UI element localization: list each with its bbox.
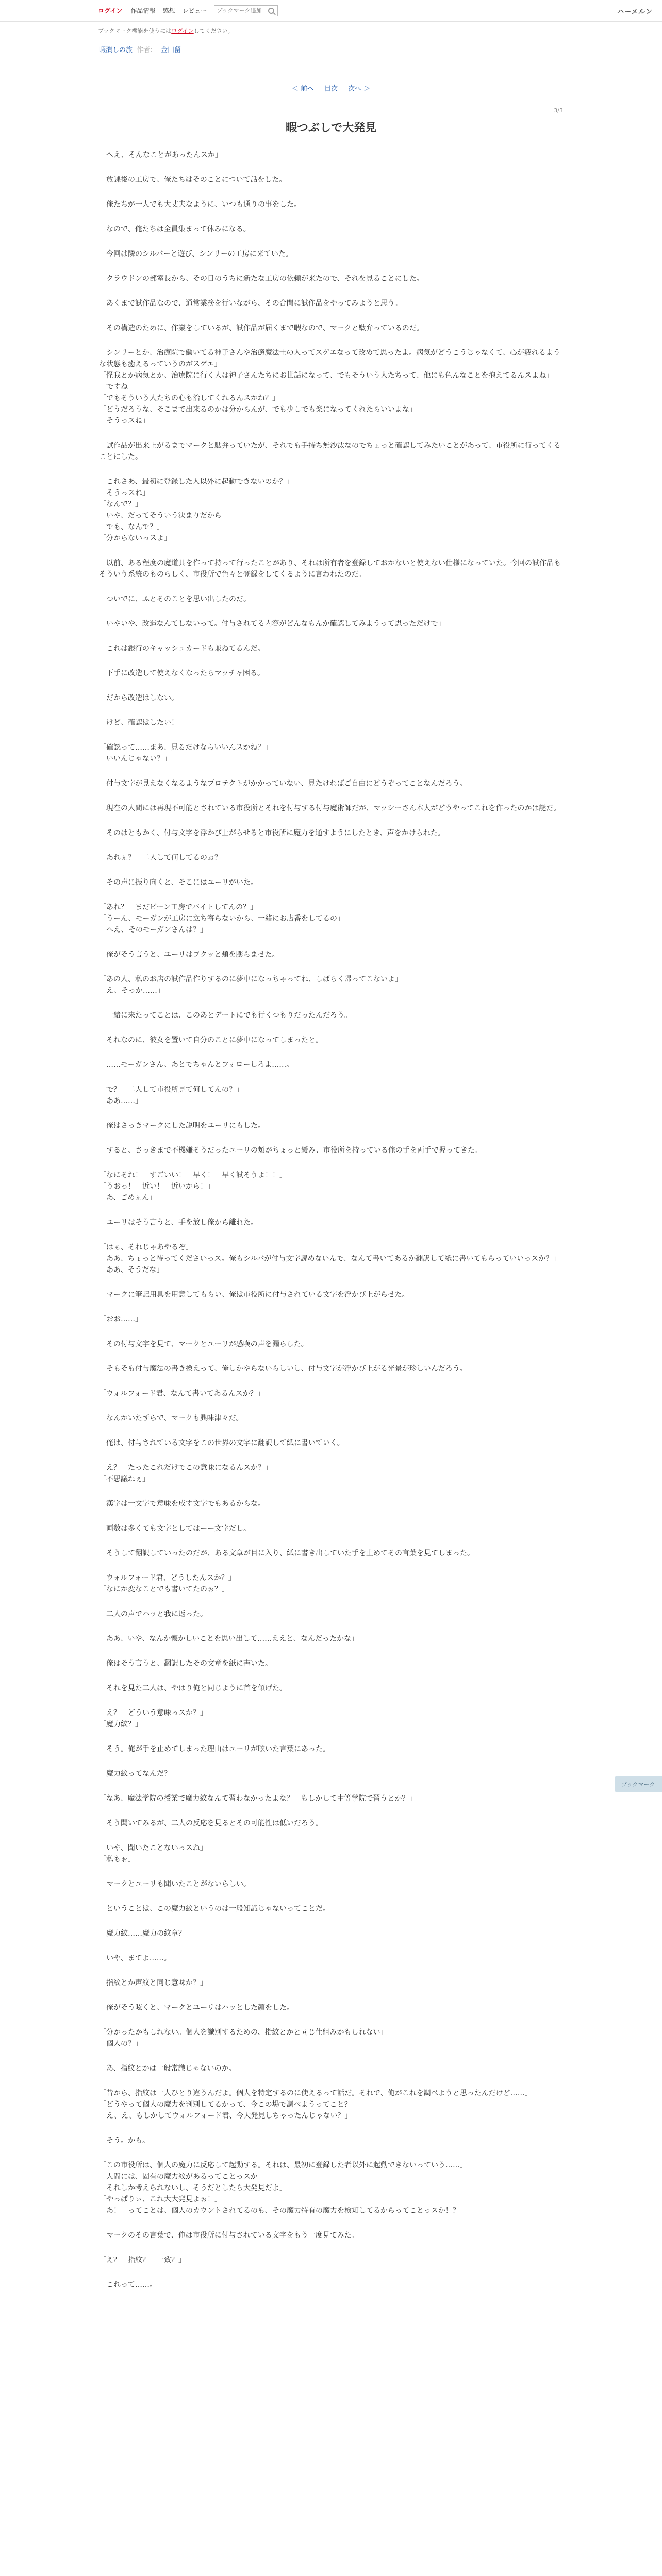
paragraph-line: 「おお……」 bbox=[99, 1315, 142, 1324]
paragraph-line: 俺がそう言うと、ユーリはプクッと頬を膨らませた。 bbox=[106, 951, 279, 959]
paragraph-line: 「ああ、ちょっと待ってくださいっス。俺もシルバが付与文字読めないんで、なんて書いてあるか翻訳して紙に書いてもらっていいっスか？」 bbox=[99, 1255, 560, 1263]
paragraph-line: 「あの人、私のお店の試作品作りするのに夢中になっちゃってね、しばらく帰ってこないよ」 bbox=[99, 975, 402, 984]
paragraph bbox=[99, 273, 563, 284]
paragraph bbox=[99, 2135, 563, 2146]
paragraph-line: 「私もぉ」 bbox=[99, 1855, 135, 1863]
paragraph bbox=[99, 1818, 563, 1829]
paragraph bbox=[99, 1953, 563, 1964]
paragraph-line: 「ウォルフォード君、なんて書いてあるんスか？」 bbox=[99, 1389, 264, 1398]
paragraph-line: 「え？ どういう意味っスか？」 bbox=[99, 1709, 207, 1717]
paragraph-line: だから改造はしない。 bbox=[106, 694, 178, 702]
paragraph bbox=[99, 1793, 563, 1804]
paragraph bbox=[99, 1928, 563, 1939]
paragraph-line: 「いや、だってそういう決まりだから」 bbox=[99, 512, 229, 520]
paragraph-line: 俺がそう呟くと、マークとユーリはハッとした顔をした。 bbox=[106, 2004, 294, 2012]
paragraph-line: ついでに、ふとそのことを思い出したのだ。 bbox=[106, 595, 251, 603]
paragraph-line: 画数は多くても文字としてはーー文字だし。 bbox=[106, 1524, 251, 1533]
paragraph-line: 「分からないっスよ」 bbox=[99, 534, 171, 543]
paragraph bbox=[99, 1707, 563, 1730]
paragraph bbox=[99, 877, 563, 888]
paragraph bbox=[99, 742, 563, 765]
paragraph bbox=[99, 2160, 563, 2216]
paragraph bbox=[99, 1498, 563, 1510]
paragraph bbox=[99, 476, 563, 544]
paragraph bbox=[99, 1462, 563, 1485]
paragraph bbox=[99, 1903, 563, 1914]
paragraph-line: 「あ、ごめぇん」 bbox=[99, 1194, 157, 1202]
nav-work-info[interactable]: 作品情報 bbox=[130, 7, 156, 14]
paragraph bbox=[99, 1120, 563, 1131]
paragraph-line: クラウドンの部室長から、その日のうちに新たな工房の依頼が来たので、それを見ることにした。 bbox=[106, 275, 424, 283]
paragraph bbox=[99, 2230, 563, 2241]
paragraph bbox=[99, 1743, 563, 1755]
paragraph-line: 「はぁ、それじゃあやるぞ」 bbox=[99, 1243, 193, 1251]
paragraph bbox=[99, 1842, 563, 1865]
paragraph bbox=[99, 224, 563, 235]
paragraph-line: 「うおっ！ 近い！ 近いから！」 bbox=[99, 1182, 214, 1191]
paragraph bbox=[99, 1572, 563, 1595]
paragraph-line: 「分かったかもしれない。個人を識別するための、指紋とかと同じ仕組みかもしれない」 bbox=[99, 2028, 388, 2037]
episode-title: 暇つぶしで大発見 bbox=[285, 121, 376, 134]
paragraph bbox=[99, 1338, 563, 1350]
paragraph-line: 「え、そっか……」 bbox=[99, 987, 164, 995]
paragraph-line: あくまで試作品なので、通常業務を行いながら、その合間に試作品をやってみようと思う。 bbox=[106, 299, 402, 308]
table-of-contents-link[interactable]: 目次 bbox=[324, 85, 338, 93]
paragraph bbox=[99, 1977, 563, 1989]
paragraph bbox=[99, 668, 563, 679]
bookmark-side-button[interactable]: ブックマーク bbox=[615, 1776, 662, 1792]
paragraph bbox=[99, 594, 563, 605]
paragraph-line: 「魔力紋？」 bbox=[99, 1720, 142, 1728]
paragraph-line: マークのその言葉で、俺は市役所に付与されている文字をもう一度見てみた。 bbox=[106, 2231, 359, 2240]
paragraph-line: それを見た二人は、やはり俺と同じように首を傾げた。 bbox=[106, 1684, 287, 1692]
paragraph bbox=[99, 2088, 563, 2122]
paragraph-line: 「この市役所は、個人の魔力に反応して起動する。それは、最初に登録した者以外に起動できないっていう……」 bbox=[99, 2161, 467, 2170]
notice-login-link[interactable]: ログイン bbox=[171, 28, 194, 35]
paragraph-line: 「なにか変なことでも書いてたのぉ？」 bbox=[99, 1585, 229, 1594]
paragraph bbox=[99, 1217, 563, 1228]
paragraph-line: マークに筆記用具を用意してもらい、俺は市役所に付与されている文字を浮かび上がらせた。 bbox=[106, 1291, 409, 1299]
paragraph-line: 「これさあ、最初に登録した人以外に起動できないのか？」 bbox=[99, 478, 294, 486]
top-navigation-bar bbox=[0, 0, 662, 22]
paragraph bbox=[99, 692, 563, 704]
paragraph-line: 「あれぇ？ 二人して何してるのぉ？」 bbox=[99, 854, 229, 862]
paragraph-line: その付与文字を見て、マークとユーリが感嘆の声を漏らした。 bbox=[106, 1340, 308, 1348]
nav-reviews[interactable]: レビュー bbox=[182, 7, 207, 14]
novel-body bbox=[99, 149, 563, 2291]
paragraph-line: そうして翻訳していったのだが、ある文章が目に入り、紙に書き出していた手を止めてその言葉を見てしまった。 bbox=[106, 1549, 474, 1557]
paragraph-line: 「え？ 指紋？ 一致？」 bbox=[99, 2256, 186, 2264]
paragraph bbox=[99, 440, 563, 463]
paragraph bbox=[99, 174, 563, 185]
paragraph bbox=[99, 1388, 563, 1399]
paragraph bbox=[99, 852, 563, 863]
bookmark-box[interactable] bbox=[214, 5, 278, 16]
paragraph-line: あ、指紋とかは一般常識じゃないのか。 bbox=[106, 2064, 236, 2073]
paragraph bbox=[99, 199, 563, 210]
paragraph-line: 「ああ、そうだな」 bbox=[99, 1266, 164, 1274]
paragraph-line: それなのに、彼女を置いて自分のことに夢中になってしまったと。 bbox=[106, 1036, 323, 1044]
breadcrumb bbox=[99, 44, 563, 54]
breadcrumb-author[interactable]: 金田留 bbox=[161, 46, 181, 54]
paragraph-line: 付与文字が見えなくなるようなプロテクトがかかっていない、見たければご自由にどうぞってことなんだろう。 bbox=[106, 779, 467, 788]
paragraph-line: 「で？ 二人して市役所見て何してんの？」 bbox=[99, 1086, 243, 1094]
paragraph-line: 「確認って……まあ、見るだけならいいんスかね？」 bbox=[99, 743, 272, 752]
paragraph-line: 「ですね」 bbox=[99, 383, 135, 391]
paragraph-line: マークとユーリも聞いたことがないらしい。 bbox=[106, 1880, 251, 1888]
paragraph-line: 「へえ、そのモーガンさんは？」 bbox=[99, 926, 207, 934]
page-count: 3/3 bbox=[554, 107, 563, 114]
paragraph bbox=[99, 1059, 563, 1071]
paragraph-line: けど、確認はしたい！ bbox=[106, 719, 178, 727]
episode-pager bbox=[99, 83, 563, 93]
paragraph-line: そのはともかく、付与文字を浮かび上がらせると市役所に魔力を通すようにしたとき、声をかけられた。 bbox=[106, 829, 445, 837]
paragraph-line: すると、さっきまで不機嫌そうだったユーリの頬がちょっと緩み、市役所を持っている俺の手を両手で握ってきた。 bbox=[106, 1146, 482, 1155]
paragraph-line: 下手に改造して使えなくなったらマッチャ困る。 bbox=[106, 669, 265, 677]
paragraph-line: 「へえ、そんなことがあったんスか」 bbox=[99, 151, 222, 159]
paragraph-line: 魔力紋ってなんだ？ bbox=[106, 1770, 171, 1778]
paragraph-line: 俺はそう言うと、翻訳したその文章を紙に書いた。 bbox=[106, 1659, 272, 1668]
paragraph-line: なんかいたずらで、マークも興味津々だ。 bbox=[106, 1414, 243, 1422]
paragraph-line: いや、まてよ……。 bbox=[106, 1954, 171, 1962]
paragraph bbox=[99, 557, 563, 580]
bookmark-input[interactable] bbox=[217, 7, 268, 14]
paragraph-line: 俺は、付与されている文字をこの世界の文字に翻訳して紙に書いていく。 bbox=[106, 1439, 344, 1447]
paragraph bbox=[99, 1768, 563, 1780]
paragraph-line: 俺はさっきマークにした説明をユーリにもした。 bbox=[106, 1122, 265, 1130]
paragraph-line: 「うーん、モーガンが工房に立ち寄らないから、一緒にお店番をしてるの」 bbox=[99, 914, 344, 923]
paragraph-line: 二人の声でハッと我に返った。 bbox=[106, 1610, 207, 1618]
paragraph bbox=[99, 1437, 563, 1449]
paragraph-line: 魔力紋……魔力の紋章？ bbox=[106, 1929, 186, 1938]
paragraph-line: 「個人の？」 bbox=[99, 2040, 142, 2048]
paragraph-line: 「それしか考えられないし、そうだとしたら大発見だよ」 bbox=[99, 2184, 287, 2192]
paragraph bbox=[99, 323, 563, 334]
paragraph-line: 現在の人間には再現不可能とされている市役所とそれを付与する付与魔術師だが、マッシーさん本人がどうやってこれを作ったのかは謎だ。 bbox=[106, 804, 561, 812]
paragraph-line: そう。かも。 bbox=[106, 2137, 150, 2145]
paragraph bbox=[99, 2002, 563, 2013]
paragraph bbox=[99, 1413, 563, 1424]
paragraph-line: 「昔から、指紋は一人ひとり違うんだよ。個人を特定するのに使えるって話だ。それで、俺がこれを調べようと思ったんだけど……」 bbox=[99, 2089, 532, 2097]
paragraph bbox=[99, 643, 563, 654]
breadcrumb-series[interactable]: 暇潰しの旅 bbox=[99, 46, 133, 54]
paragraph-line: 以前、ある程度の魔道具を作って持って行ったことがあり、それは所有者を登録しておかないと使えない仕様になっていた。今回の試作品もそういう系統のものらしく、市役所で色々と登録をしてくるように言われたのだ。 bbox=[99, 559, 561, 579]
paragraph bbox=[99, 1633, 563, 1645]
paragraph-line: 一緒に来たってことは、このあとデートにでも行くつもりだったんだろう。 bbox=[106, 1011, 352, 1020]
paragraph bbox=[99, 717, 563, 728]
next-episode-link[interactable]: 次へ ＞ bbox=[348, 85, 371, 93]
paragraph bbox=[99, 1035, 563, 1046]
paragraph bbox=[99, 949, 563, 960]
paragraph-line: 漢字は一文字で意味を成す文字でもあるからな。 bbox=[106, 1500, 265, 1508]
paragraph bbox=[99, 803, 563, 814]
paragraph bbox=[99, 1363, 563, 1375]
paragraph bbox=[99, 1145, 563, 1156]
login-link[interactable]: ログイン bbox=[98, 7, 123, 14]
paragraph-line: 放課後の工房で、俺たちはそのことについて話をした。 bbox=[106, 176, 287, 184]
paragraph-line: これは銀行のキャッシュカードも兼ねてるんだ。 bbox=[106, 645, 265, 653]
paragraph-line: 「そうっスね」 bbox=[99, 489, 150, 497]
paragraph bbox=[99, 1523, 563, 1534]
paragraph-line: 「なんで？」 bbox=[99, 500, 142, 509]
bookmark-notice bbox=[0, 22, 662, 35]
paragraph-line: 「シンリーとか、治療院で働いてる神子さんや治癒魔法士の人ってスゲエなって改めて思ったよ。病気がどうこうじゃなくて、心が疲れるような状態も癒えるっていうのがスゲエ」 bbox=[99, 349, 560, 368]
main-content bbox=[99, 44, 563, 2291]
breadcrumb-author-label: 作者： bbox=[137, 46, 157, 54]
paragraph bbox=[99, 1084, 563, 1107]
paragraph bbox=[99, 974, 563, 996]
paragraph-line: 「どうだろうな、そこまで出来るのかは分からんが、でも少しでも楽になってくれたらいいよな」 bbox=[99, 405, 417, 414]
paragraph bbox=[99, 827, 563, 839]
paragraph bbox=[99, 2027, 563, 2049]
paragraph-line: 「いや、聞いたことないっスね」 bbox=[99, 1844, 207, 1852]
paragraph-line: 「あれ？ まだビーン工房でバイトしてんの？」 bbox=[99, 903, 258, 911]
paragraph-line: 「なにそれ！ すごいい！ 早く！ 早く試そうよ！！」 bbox=[99, 1171, 287, 1179]
paragraph bbox=[99, 1683, 563, 1694]
paragraph bbox=[99, 1170, 563, 1204]
paragraph-line: 試作品が出来上がるまでマークと駄弁っていたが、それでも手持ち無沙汰なのでちょっと確認してみたいことがあって、市役所に行ってくることにした。 bbox=[99, 442, 561, 461]
paragraph bbox=[99, 298, 563, 309]
paragraph-line: 「なあ、魔法学院の授業で魔力紋なんて習わなかったよな？ もしかして中等学院で習うとか？」 bbox=[99, 1794, 417, 1803]
paragraph bbox=[99, 1314, 563, 1325]
paragraph bbox=[99, 902, 563, 936]
paragraph bbox=[99, 2063, 563, 2074]
paragraph bbox=[99, 1010, 563, 1021]
paragraph bbox=[99, 1242, 563, 1276]
paragraph bbox=[99, 2279, 563, 2291]
paragraph bbox=[99, 1658, 563, 1669]
paragraph bbox=[99, 248, 563, 260]
paragraph-line: ユーリはそう言うと、手を放し俺から離れた。 bbox=[106, 1218, 258, 1227]
paragraph-line: 「でも、なんで？」 bbox=[99, 523, 164, 531]
notice-suffix: してください。 bbox=[193, 28, 234, 35]
paragraph bbox=[99, 1548, 563, 1559]
paragraph bbox=[99, 1289, 563, 1300]
paragraph-line: ……モーガンさん、あとでちゃんとフォローしろよ……。 bbox=[106, 1061, 294, 1069]
paragraph-line: 「ああ……」 bbox=[99, 1097, 142, 1105]
paragraph bbox=[99, 2255, 563, 2266]
paragraph-line: その構造のために、作業をしているが、試作品が届くまで暇なので、マークと駄弁っているのだ。 bbox=[106, 324, 424, 332]
paragraph-line: 「あ！ ってことは、個人のカウントされてるのも、その魔力特有の魔力を検知してるからってことっスか！？」 bbox=[99, 2207, 467, 2215]
paragraph-line: 俺たちが一人でも大丈夫なように、いつも通りの事をした。 bbox=[106, 200, 301, 209]
paragraph bbox=[99, 778, 563, 789]
paragraph-line: 「でもそういう人たちの心も治してくれるんスかね？」 bbox=[99, 394, 279, 402]
paragraph-line: ということは、この魔力紋というのは一般知識じゃないってことだ。 bbox=[106, 1905, 330, 1913]
paragraph bbox=[99, 1878, 563, 1890]
paragraph-line: 「ウォルフォード君、どうしたんスか？」 bbox=[99, 1574, 236, 1582]
paragraph-line: 「指紋とか声紋と同じ意味か？」 bbox=[99, 1979, 207, 1987]
paragraph-line: 「ああ、いや、なんか懐かしいことを思い出して……ええと、なんだったかな」 bbox=[99, 1635, 359, 1643]
paragraph-line: 「いいんじゃない？」 bbox=[99, 755, 171, 763]
paragraph-line: 「人間には、固有の魔力紋があるってことっスか」 bbox=[99, 2173, 265, 2181]
paragraph-line: その声に振り向くと、そこにはユーリがいた。 bbox=[106, 878, 258, 887]
paragraph-line: 「不思議ねぇ」 bbox=[99, 1475, 150, 1483]
paragraph-line: なので、俺たちは全員集まって休みになる。 bbox=[106, 225, 251, 233]
paragraph-line: 「どうやって個人の魔力を判別してるかって、今この場で調べようってこと？」 bbox=[99, 2100, 359, 2109]
paragraph-line: そう。俺が手を止めてしまった理由はユーリが呟いた言葉にあった。 bbox=[106, 1745, 330, 1753]
paragraph-line: これって……。 bbox=[106, 2281, 157, 2289]
nav-comments[interactable]: 感想 bbox=[162, 7, 175, 14]
paragraph-line: 「え？ たったこれだけでこの意味になるんスか？」 bbox=[99, 1464, 272, 1472]
site-logo[interactable]: ハーメルン bbox=[617, 8, 653, 16]
paragraph bbox=[99, 347, 563, 427]
paragraph-line: 「そうっスね」 bbox=[99, 417, 150, 425]
paragraph-line: 「怪我とか病気とか、治療院に行く人は神子さんたちにお世話になって、でもそういう人たちって、他にも色んなことを抱えてるんスよね」 bbox=[99, 371, 554, 380]
search-icon[interactable] bbox=[268, 8, 274, 14]
notice-prefix: ブックマーク機能を使うには bbox=[98, 28, 172, 35]
paragraph bbox=[99, 618, 563, 630]
paragraph-line: 「いやいや、改造なんてしないって。付与されてる内容がどんなもんか確認してみようって思っただけで」 bbox=[99, 620, 445, 628]
prev-episode-link[interactable]: ＜ 前へ bbox=[291, 85, 314, 93]
paragraph-line: 「え、え、もしかしてウォルフォード君、今大発見しちゃったんじゃない？」 bbox=[99, 2112, 352, 2120]
paragraph bbox=[99, 149, 563, 161]
paragraph-line: そう聞いてみるが、二人の反応を見るとその可能性は低いだろう。 bbox=[106, 1819, 323, 1827]
paragraph-line: 今回は隣のシルバーと遊び、シンリーの工房に来ていた。 bbox=[106, 250, 293, 258]
paragraph bbox=[99, 1608, 563, 1620]
paragraph-line: 「やっぱりぃ、これ大大発見よぉ！」 bbox=[99, 2195, 222, 2204]
paragraph-line: そもそも付与魔法の書き換えって、俺しかやらないらしいし、付与文字が浮かび上がる光景が珍しいんだろう。 bbox=[106, 1365, 467, 1373]
